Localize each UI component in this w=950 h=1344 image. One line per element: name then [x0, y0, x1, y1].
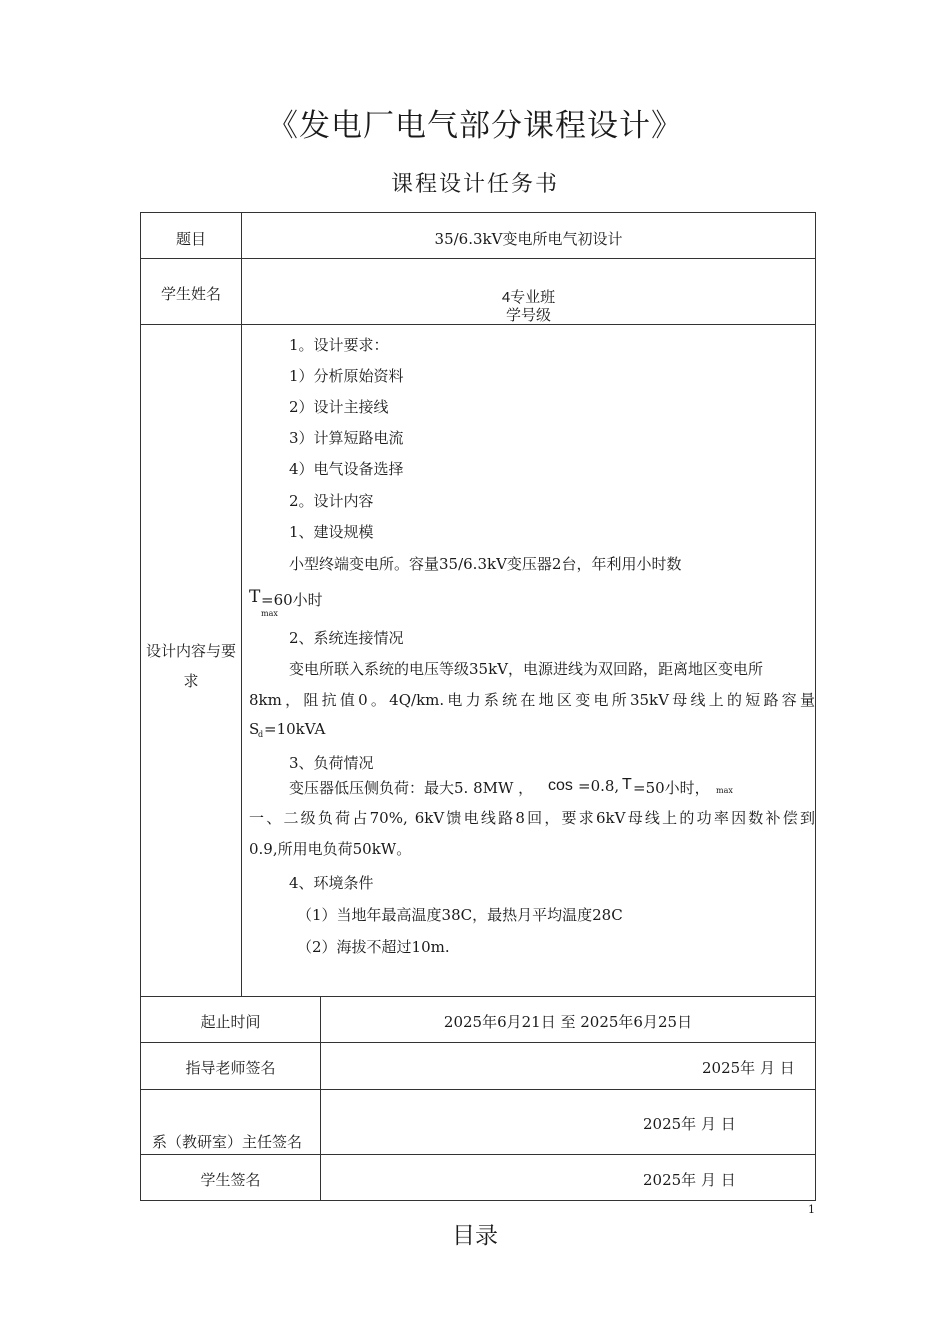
content-line: （2）海拔不超过10m.	[297, 938, 450, 956]
topic-label: 题目	[175, 230, 206, 248]
content-line: =0.8,	[578, 777, 620, 795]
student-sign-label: 学生签名	[200, 1171, 261, 1189]
content-subscript: d	[258, 730, 264, 739]
content-line: 1。设计要求：	[289, 336, 389, 354]
content-line: T	[249, 587, 261, 607]
content-line: =50小时，	[633, 779, 710, 797]
page-number: 1	[808, 1203, 815, 1216]
content-line: 4、环境条件	[289, 874, 374, 892]
content-label: 设计内容与要求	[145, 642, 236, 690]
content-line: 变电所联入系统的电压等级35kV，电源进线为双回路，距离地区变电所	[289, 660, 764, 678]
period-value: 2025年6月21日 至 2025年6月25日	[443, 1013, 693, 1031]
content-line: （1）当地年最高温度38C，最热月平均温度28C	[297, 906, 623, 924]
document-title: 《发电厂电气部分课程设计》	[267, 108, 683, 144]
content-line: 3）计算短路电流	[289, 429, 404, 447]
student-sign-date: 2025年 月 日	[643, 1171, 736, 1189]
content-line: 2。设计内容	[289, 492, 374, 510]
content-line: T	[622, 776, 632, 793]
student-id-grade: 学号级	[505, 306, 551, 324]
content-line: 1、建设规模	[289, 523, 374, 541]
content-line: 2）设计主接线	[289, 398, 389, 416]
content-line: 4）电气设备选择	[289, 460, 404, 478]
content-line: S	[249, 720, 260, 738]
content-line: 2、系统连接情况	[289, 629, 404, 647]
toc-heading: 目录	[452, 1223, 498, 1249]
director-sign-date: 2025年 月 日	[643, 1115, 736, 1133]
content-line: 3、负荷情况	[289, 754, 374, 772]
content-line: 1）分析原始资料	[289, 367, 404, 385]
advisor-sign-date: 2025年 月 日	[702, 1059, 795, 1077]
content-line: =10kVA	[264, 720, 326, 738]
content-line: 变压器低压侧负荷：最大5. 8MW ，	[289, 779, 534, 797]
director-sign-label: 系（教研室）主任签名	[152, 1133, 303, 1151]
student-name-label: 学生姓名	[160, 285, 221, 303]
content-subscript: max	[261, 609, 278, 618]
content-line: 0.9,所用电负荷50kW。	[249, 840, 412, 858]
content-line: 小型终端变电所。容量35/6.3kV变压器2台，年利用小时数	[289, 555, 682, 573]
advisor-sign-label: 指导老师签名	[185, 1059, 276, 1077]
document-subtitle: 课程设计任务书	[390, 172, 559, 197]
content-line: 一、二级负荷占70%, 6kV馈电线路8回，要求6kV母线上的功率因数补偿到	[249, 809, 815, 827]
content-line: =60小时	[261, 591, 323, 609]
period-label: 起止时间	[200, 1013, 261, 1031]
content-subscript: max	[716, 786, 733, 795]
content-line: cos	[548, 777, 573, 794]
content-line: 8km，阻抗值0。4Q/km.电力系统在地区变电所35kV母线上的短路容量	[249, 691, 815, 709]
student-major-class: 4专业班	[501, 289, 556, 306]
topic-value: 35/6.3kV变电所电气初设计	[434, 230, 623, 248]
